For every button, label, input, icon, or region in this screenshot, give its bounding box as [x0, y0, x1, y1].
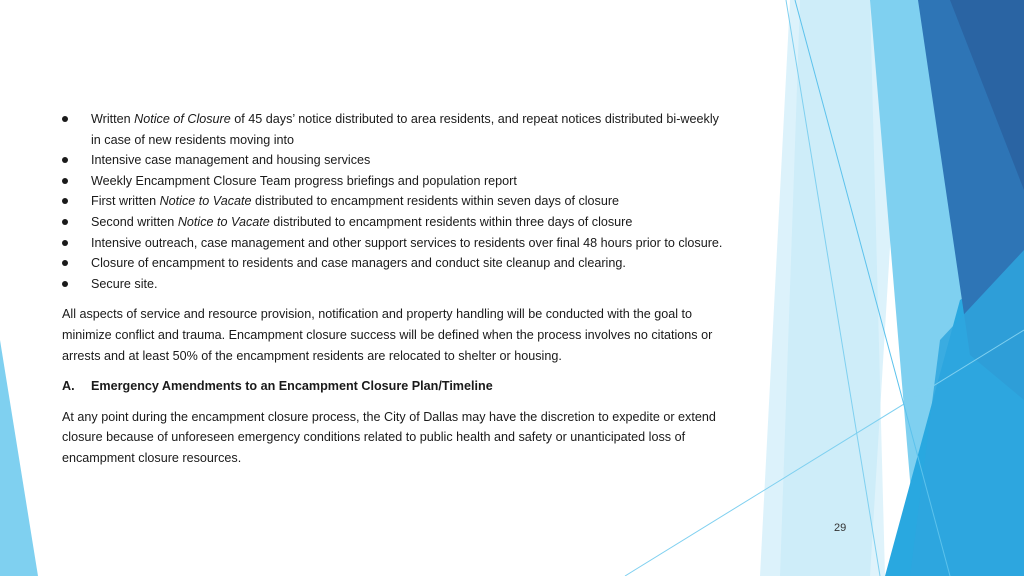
paragraph-line: arrests and at least 50% of the encampment residents are relocated to shelter or housing. [62, 348, 562, 363]
bullet-list [62, 109, 792, 294]
bullet-icon [62, 281, 68, 287]
paragraph-line: encampment closure resources. [62, 450, 242, 465]
paragraph-line: minimize conflict and trauma. Encampment closure success will be defined when the process involves no citations or [62, 327, 713, 342]
emergency-amendments-paragraph [62, 407, 792, 469]
bullet-icon [62, 178, 68, 184]
bullet-item [62, 233, 792, 254]
bullet-text: distributed to encampment residents within three days of closure [269, 214, 633, 229]
bullet-emphasis: Notice to Vacate [177, 214, 270, 229]
bullet-item [62, 191, 792, 212]
section-number: A. [62, 379, 75, 394]
bullet-text: Second written [91, 214, 178, 229]
bullet-icon [62, 240, 68, 246]
page-number: 29 [834, 522, 847, 534]
bullet-icon [62, 219, 68, 225]
bullet-text: Written [91, 112, 135, 126]
bullet-icon [62, 198, 68, 204]
bullet-item [62, 171, 792, 192]
bullet-text: distributed to encampment residents within seven days of closure [251, 194, 620, 209]
bullet-item [62, 212, 792, 233]
bullet-icon [62, 157, 68, 163]
bullet-text: of 45 days’ notice distributed to area residents, and repeat notices distributed bi-weekly [230, 112, 719, 126]
paragraph-line: At any point during the encampment closure process, the City of Dallas may have the discretion to expedite or extend [62, 409, 716, 424]
bullet-item [62, 109, 792, 150]
bullet-emphasis: Notice of Closure [134, 112, 231, 126]
bullet-text: First written [91, 194, 160, 209]
left-edge-shape [0, 340, 38, 576]
bullet-text: Weekly Encampment Closure Team progress briefings and population report [91, 173, 517, 188]
bullet-icon [62, 260, 68, 266]
bullet-item [62, 150, 792, 171]
bullet-emphasis: Notice to Vacate [159, 194, 252, 209]
bullet-text: Intensive outreach, case management and other support services to residents over final 48 hours prior to closure. [91, 235, 723, 250]
slide-content [62, 109, 792, 469]
bullet-item [62, 253, 792, 274]
bullet-text-continued: in case of new residents moving into [91, 132, 295, 147]
bullet-text: Secure site. [91, 276, 158, 291]
paragraph-line: closure because of unforeseen emergency conditions related to public health and safety or unanticipated loss of [62, 430, 686, 445]
bullet-text: Intensive case management and housing services [91, 153, 371, 168]
paragraph-line: All aspects of service and resource provision, notification and property handling will be conducted with the goal to [62, 307, 693, 322]
bullet-icon [62, 116, 68, 122]
success-criteria-paragraph [62, 304, 792, 366]
bullet-text: Closure of encampment to residents and case managers and conduct site cleanup and clearing. [91, 256, 626, 271]
bullet-item [62, 274, 792, 295]
section-title: Emergency Amendments to an Encampment Closure Plan/Timeline [91, 379, 493, 394]
bullet-line [91, 109, 792, 130]
section-heading [62, 376, 792, 397]
